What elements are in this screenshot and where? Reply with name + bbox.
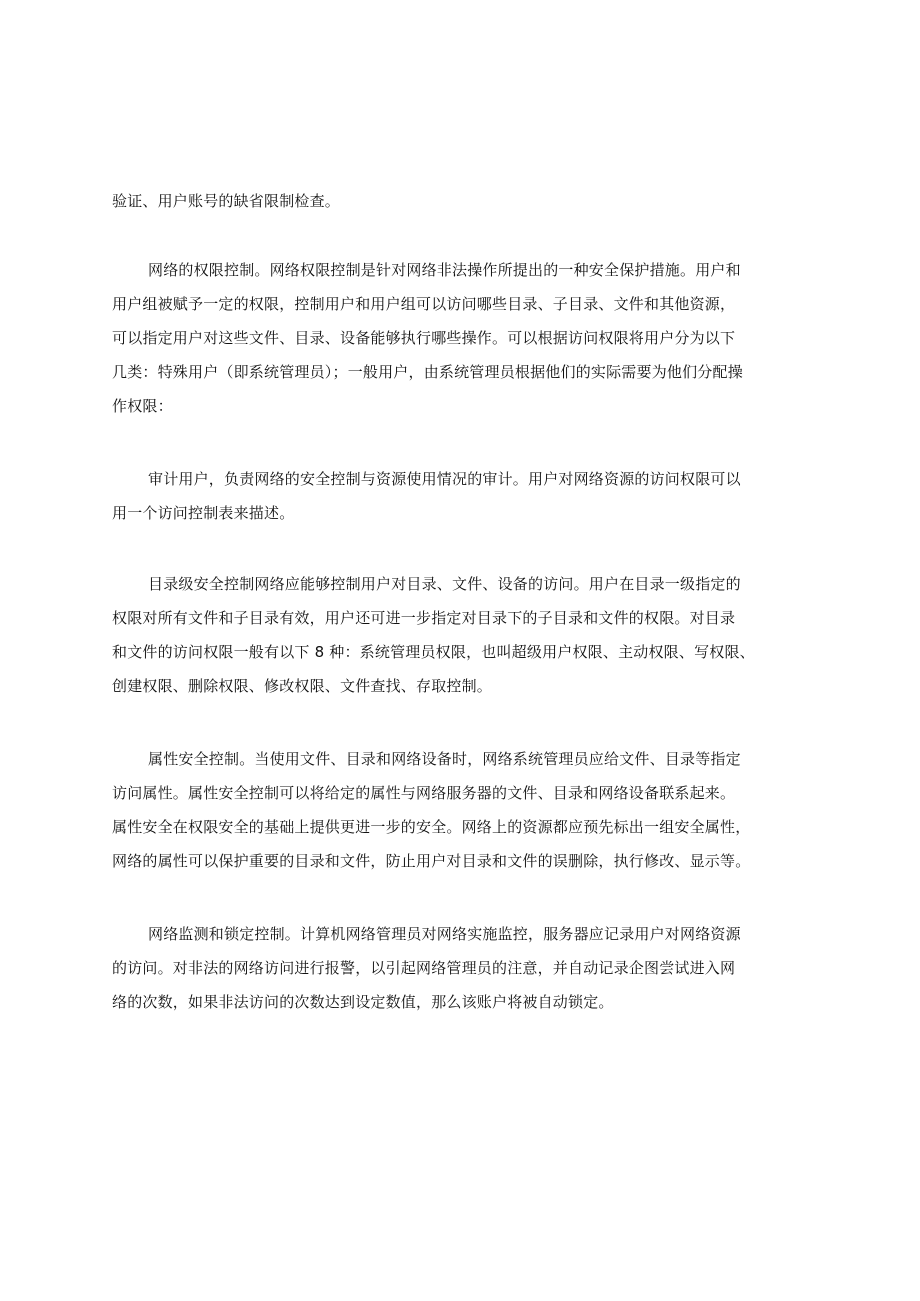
paragraph-line: 验证、用户账号的缺省限制检查。 (112, 192, 341, 210)
paragraph-line: 络的次数，如果非法访问的次数达到设定数值，那么该账户将被自动锁定。 (112, 993, 614, 1011)
paragraph-line: 目录级安全控制网络应能够控制用户对目录、文件、设备的访问。用户在目录一级指定的 (148, 575, 741, 593)
paragraph-line: 访问属性。属性安全控制可以将给定的属性与网络服务器的文件、目录和网络设备联系起来。 (112, 784, 736, 802)
paragraph-4 (112, 567, 824, 703)
paragraph-line: 属性安全控制。当使用文件、目录和网络设备时，网络系统管理员应给文件、目录等指定 (148, 750, 741, 768)
paragraph-line: 审计用户，负责网络的安全控制与资源使用情况的审计。用户对网络资源的访问权限可以 (148, 470, 741, 488)
paragraph-1 (112, 184, 824, 218)
paragraph-5 (112, 742, 824, 878)
paragraph-line: 用一个访问控制表来描述。 (112, 504, 295, 522)
paragraph-line: 的访问。对非法的网络访问进行报警，以引起网络管理员的注意，并自动记录企图尝试进入网 (112, 959, 736, 977)
paragraph-line: 几类：特殊用户（即系统管理员）；一般用户，由系统管理员根据他们的实际需要为他们分配操 (112, 363, 743, 381)
paragraph-line: 和文件的访问权限一般有以下 8 种：系统管理员权限，也叫超级用户权限、主动权限、写权限、 (112, 643, 755, 661)
paragraph-line: 用户组被赋予一定的权限，控制用户和用户组可以访问哪些目录、子目录、文件和其他资源， (112, 295, 736, 313)
paragraph-line: 网络的属性可以保护重要的目录和文件，防止用户对目录和文件的误删除，执行修改、显示等。 (112, 852, 751, 870)
paragraph-line: 权限对所有文件和子目录有效，用户还可进一步指定对目录下的子目录和文件的权限。对目录 (112, 609, 736, 627)
paragraph-6 (112, 917, 824, 1019)
paragraph-line: 可以指定用户对这些文件、目录、设备能够执行哪些操作。可以根据访问权限将用户分为以下 (112, 329, 736, 347)
paragraph-line: 作权限： (112, 397, 173, 415)
paragraph-line: 网络的权限控制。网络权限控制是针对网络非法操作所提出的一种安全保护措施。用户和 (148, 261, 741, 279)
paragraph-3 (112, 462, 824, 530)
paragraph-line: 创建权限、删除权限、修改权限、文件查找、存取控制。 (112, 677, 493, 695)
paragraph-line: 网络监测和锁定控制。计算机网络管理员对网络实施监控，服务器应记录用户对网络资源 (148, 925, 741, 943)
paragraph-line: 属性安全在权限安全的基础上提供更进一步的安全。网络上的资源都应预先标出一组安全属性， (112, 818, 751, 836)
paragraph-2 (112, 253, 824, 423)
